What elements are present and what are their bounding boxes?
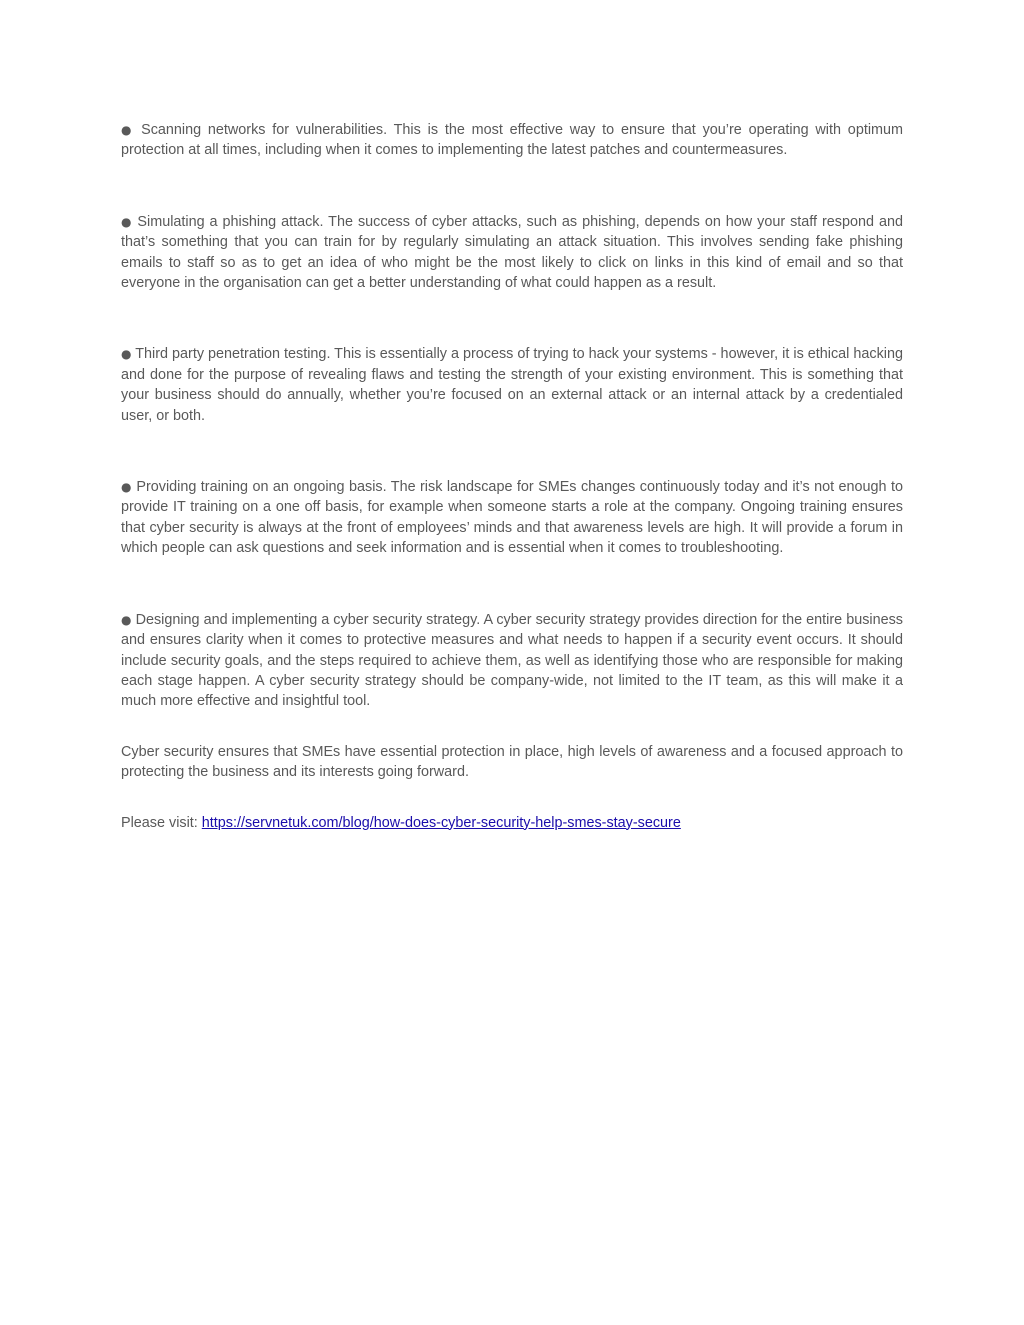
- bullet-item-scanning: [121, 120, 903, 161]
- bullet-text: Designing and implementing a cyber security strategy. A cyber security strategy provides direction for the entire business and ensures clarity when it comes to protective measures and what needs to happen if a security event occurs. It should include security goals, and the steps required to achieve them, as well as identifying those who are responsible for making each stage happen. A cyber security strategy should be company-wide, not limited to the IT team, as this will make it a much more effective and insightful tool.: [121, 611, 903, 710]
- source-link[interactable]: https://servnetuk.com/blog/how-does-cyber-security-help-smes-stay-secure: [201, 814, 681, 831]
- visit-label: Please visit:: [121, 814, 202, 831]
- bullet-icon: ●: [121, 347, 132, 362]
- bullet-icon: ●: [121, 612, 132, 627]
- bullet-icon: ●: [121, 214, 133, 229]
- bullet-text: Third party penetration testing. This is essentially a process of trying to hack your systems - however, it is ethical hacking and done for the purpose of revealing flaws and testing the strength of your existing environment. This is something that your business should do annually, whether you’re focused on an external attack or an internal attack by a credentialed user, or both.: [121, 346, 903, 424]
- bullet-item-strategy: [121, 610, 903, 712]
- bullet-item-training: [121, 477, 903, 559]
- visit-line: [121, 813, 903, 833]
- bullet-icon: ●: [121, 480, 132, 495]
- bullet-text: Scanning networks for vulnerabilities. This is the most effective way to ensure that you’re operating with optimum protection at all times, including when it comes to implementing the latest patches and countermeasures.: [121, 122, 903, 159]
- bullet-item-penetration-testing: [121, 344, 903, 426]
- closing-paragraph: Cyber security ensures that SMEs have essential protection in place, high levels of awareness and a focused approach to protecting the business and its interests going forward.: [121, 743, 903, 781]
- bullet-text: Providing training on an ongoing basis. The risk landscape for SMEs changes continuously today and it’s not enough to provide IT training on a one off basis, for example when someone starts a role at the company. Ongoing training ensures that cyber security is always at the front of employees’ minds and that awareness levels are high. It will provide a forum in which people can ask questions and seek information and is essential when it comes to troubleshooting.: [121, 479, 904, 557]
- bullet-icon: ●: [121, 123, 135, 137]
- document-body: [121, 120, 903, 833]
- bullet-text: Simulating a phishing attack. The success of cyber attacks, such as phishing, depends on how your staff respond and that’s something that you can train for by regularly simulating an attack situation. This involves sending fake phishing emails to staff so as to get an idea of who might be the most likely to click on links in this kind of email and so that everyone in the organisation can get a better understanding of what could happen as a result.: [121, 213, 903, 292]
- bullet-item-phishing: [121, 212, 903, 294]
